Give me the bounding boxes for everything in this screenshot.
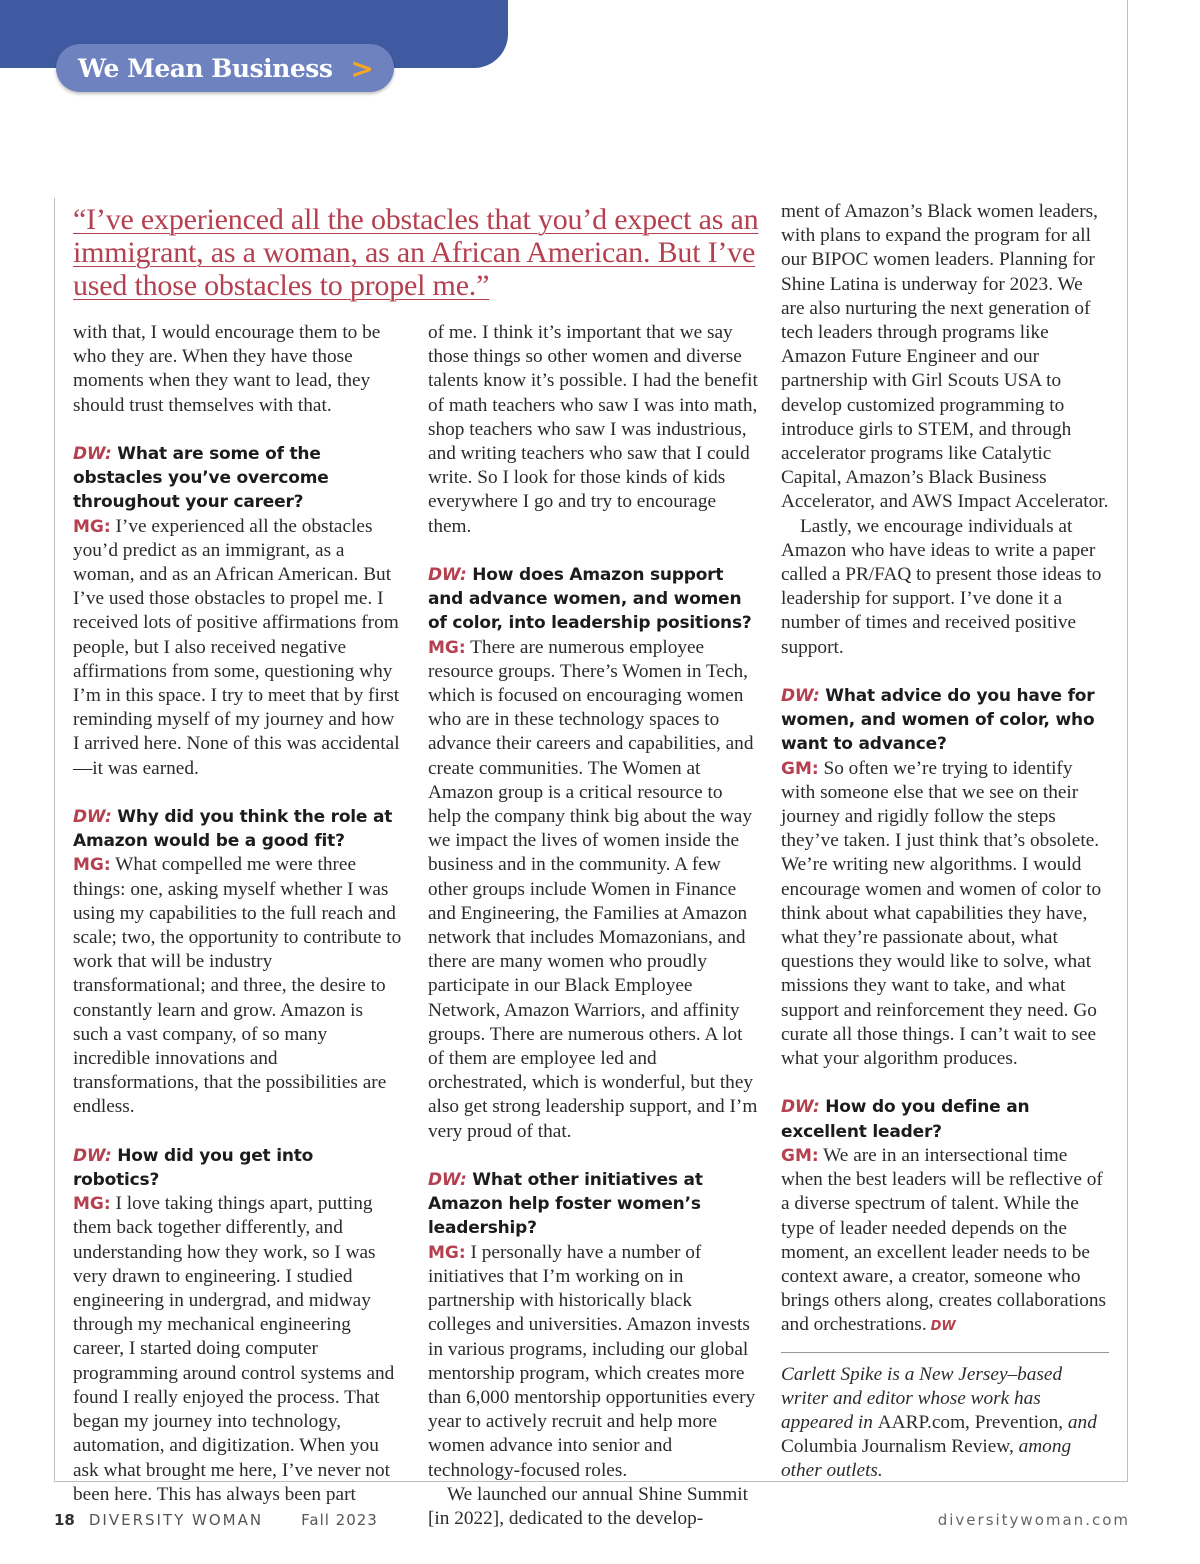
- article-column-2: [428, 321, 758, 1531]
- answer-text: We are in an intersectional time when the best leaders will be reflective of a diverse spectrum of talent. While the type of leader needed depends on the moment, an excellent leader needs to be context aware, a creator, someone who brings others along, creates collaborations and orchestrations.: [781, 1144, 1107, 1336]
- chevron-right-icon: >: [350, 51, 374, 85]
- section-label: We Mean Business: [78, 53, 333, 83]
- article-column-3: [781, 200, 1111, 1484]
- speaker-tag: DW:: [73, 1145, 112, 1166]
- question: [73, 1144, 403, 1192]
- question-text: What other initiatives at Amazon help foster women’s leadership?: [428, 1170, 703, 1239]
- speaker-tag: DW:: [428, 1170, 467, 1191]
- end-mark: DW: [930, 1319, 956, 1335]
- speaker-tag: MG:: [73, 1194, 111, 1215]
- answer: [73, 515, 403, 781]
- question: [428, 1168, 758, 1241]
- speaker-tag: GM:: [781, 758, 819, 779]
- answer: [781, 1144, 1111, 1340]
- question-text: What are some of the obstacles you’ve overcome throughout your career?: [73, 444, 329, 513]
- speaker-tag: DW:: [781, 686, 820, 707]
- bio-text: among other outlets.: [781, 1436, 1072, 1482]
- bio-divider: [781, 1352, 1109, 1353]
- paragraph: of me. I think it’s important that we say those things so other women and diverse talents know it’s possible. I had the benefit of math teachers who saw I was into math, shop teachers who saw I was industrious, and writing teachers who saw that I could write. So I look for those kinds of kids everywhere I go and try to encourage them.: [428, 322, 758, 537]
- magazine-name: DIVERSITY WOMAN: [88, 1511, 264, 1529]
- question-text: How did you get into robotics?: [73, 1145, 314, 1191]
- answer: [73, 1192, 403, 1507]
- answer: [428, 636, 758, 1144]
- question-text: How do you define an excellent leader?: [781, 1097, 1030, 1142]
- page-number: 18: [54, 1511, 75, 1529]
- question: [73, 805, 403, 853]
- speaker-tag: DW:: [781, 1097, 820, 1118]
- bio-text: Carlett Spike is a New Jersey–based writer and editor whose work has appeared in: [781, 1363, 1063, 1433]
- answer-text: There are numerous employee resource groups. There’s Women in Tech, which is focused on encouraging women who are in these technology spaces to advance their careers and capabilities, and create communities. The Women at Amazon group is a critical resource to help the company think big about the way we impact the lives of women inside the business and in the community. A few other groups include Women in Finance and Engineering, the Families at Amazon network that includes Momazonians, and there are many women who proudly participate in our Black Employee Network, Amazon Warriors, and affinity groups. There are numerous others. A lot of them are employee led and orchestrated, which is wonderful, but they also get strong leadership support, and I’m very proud of that.: [428, 636, 758, 1142]
- speaker-tag: MG:: [428, 1242, 466, 1263]
- paragraph: Lastly, we encourage individuals at Amazon who have ideas to write a paper called a PR/FAQ to present those ideas to leadership for support. I’ve done it a number of times and received positive support.: [781, 515, 1102, 658]
- speaker-tag: MG:: [428, 637, 466, 658]
- author-bio: [781, 1363, 1111, 1484]
- paragraph: ment of Amazon’s Black women leaders, with plans to expand the program for all our BIPOC women leaders. Planning for Shine Latina is underway for 2023. We are also nurturing the next generation of tech leaders through programs like Amazon Future Engineer and our partnership with Girl Scouts USA to develop customized programming to introduce girls to STEM, and through accelerator programs like Catalytic Capital, Amazon’s Black Business Accelerator, and AWS Impact Accelerator.: [781, 201, 1109, 513]
- paragraph: We launched our annual Shine Summit [in 2022], dedicated to the develop-: [428, 1483, 748, 1529]
- speaker-tag: MG:: [73, 516, 111, 537]
- footer-website[interactable]: diversitywoman.com: [937, 1511, 1130, 1529]
- answer-text: What compelled me were three things: one, asking myself whether I was using my capabilities to the full reach and scale; two, the opportunity to contribute to work that will be industry transformational; and three, the desire to constantly learn and grow. Amazon is such a vast company, of so many incredible innovations and transformations, that the possibilities are endless.: [73, 854, 402, 1118]
- question: [781, 684, 1111, 757]
- pull-quote: [73, 203, 763, 302]
- bio-publication: Prevention,: [974, 1411, 1064, 1433]
- question-text: How does Amazon support and advance women, and women of color, into leadership positions?: [428, 565, 752, 634]
- article-column-1: [73, 321, 403, 1507]
- section-tab[interactable]: [56, 44, 394, 92]
- pull-quote-text: “I’ve experienced all the obstacles that you’d expect as an immigrant, as a woman, as an African American. But I’ve used those obstacles to propel me.”: [73, 203, 759, 302]
- answer-text: I love taking things apart, putting them back together differently, and understanding how they work, so I was very drawn to engineering. I studied engineering in undergrad, and midway through my mechanical engineering career, I started doing computer programming around control systems and found I really enjoyed the process. That began my journey into technology, automation, and digitization. When you ask what brought me here, I’ve never not been here. This has always been part: [73, 1193, 395, 1505]
- answer-text: I’ve experienced all the obstacles you’d predict as an immigrant, as a woman, and as an African American. But I’ve used those obstacles to propel me. I received lots of positive affirmations from people, but I also received negative affirmations from some, questioning why I’m in this space. I try to meet that by first reminding myself of my journey and how I arrived here. None of this was accidental—it was earned.: [73, 515, 400, 779]
- question: [781, 1095, 1111, 1143]
- question: [428, 563, 758, 636]
- answer: [428, 1241, 758, 1483]
- bio-publication: Columbia Journalism Review,: [781, 1436, 1014, 1458]
- footer-folio: [54, 1511, 378, 1529]
- speaker-tag: GM:: [781, 1145, 819, 1166]
- speaker-tag: DW:: [73, 807, 112, 828]
- bio-publication: AARP.com,: [877, 1411, 970, 1433]
- answer: [781, 757, 1111, 1072]
- answer-text: So often we’re trying to identify with someone else that we see on their journey and rigidly follow the steps they’ve taken. I just think that’s obsolete. We’re writing new algorithms. I would encourage women and women of color to think about what capabilities they have, what they’re passionate about, what questions they would like to solve, what missions they want to take, and what support and reinforcement they need. Go curate all those things. I can’t wait to see what your algorithm produces.: [781, 757, 1102, 1070]
- frame-rule-right: [1127, 0, 1128, 1482]
- question-text: What advice do you have for women, and women of color, who want to advance?: [781, 686, 1095, 755]
- speaker-tag: MG:: [73, 855, 111, 876]
- answer-text: I personally have a number of initiatives that I’m working on in partnership with historically black colleges and universities. Amazon invests in various programs, including our global mentorship program, which creates more than 6,000 mentorship opportunities every year to actively recruit and help more women advance into senior and technology-focused roles.: [428, 1241, 756, 1481]
- speaker-tag: DW:: [73, 444, 112, 464]
- question-text: Why did you think the role at Amazon would be a good fit?: [73, 807, 393, 852]
- bio-text: and: [1067, 1411, 1097, 1433]
- issue-date: Fall 2023: [301, 1511, 378, 1529]
- answer: [73, 853, 403, 1119]
- speaker-tag: DW:: [428, 565, 467, 586]
- frame-rule-left: [54, 198, 55, 1482]
- paragraph: with that, I would encourage them to be who they are. When they have those moments when they want to lead, they should trust themselves with that.: [73, 322, 381, 416]
- question: [73, 442, 403, 515]
